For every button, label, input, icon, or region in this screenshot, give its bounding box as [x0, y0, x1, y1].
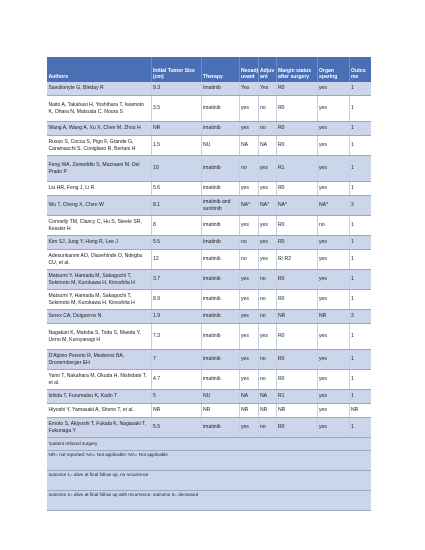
table-container	[47, 57, 371, 511]
cell-therapy: imatinib	[201, 324, 239, 350]
cell-organ-sparing: NR	[317, 310, 349, 324]
cell-neoadjuvant: NA	[239, 390, 258, 404]
table-body	[47, 82, 371, 438]
cell-outcome: 1	[349, 390, 371, 404]
cell-organ-sparing: yes	[317, 122, 349, 136]
cell-organ-sparing: yes	[317, 96, 349, 122]
cell-authors: Matsumi Y, Hamada M, Sakaguchi T, Sekimoto M, Kurokawa H, Kinoshita H	[47, 290, 151, 310]
cell-margin: R/ R2	[276, 250, 317, 270]
column-header-therapy	[201, 57, 239, 82]
cell-outcome: 1	[349, 122, 371, 136]
column-header-text: me	[351, 73, 359, 80]
cell-size: 10	[151, 156, 201, 182]
cell-organ-sparing: yes	[317, 82, 349, 96]
cell-neoadjuvant: no	[239, 236, 258, 250]
table-row	[47, 196, 371, 216]
cell-margin: R0	[276, 216, 317, 236]
cell-size: 3.7	[151, 270, 201, 290]
cell-authors: Wu T, Cheng X, Chen W	[47, 196, 151, 216]
cell-adjuvant: no	[258, 418, 276, 438]
cell-margin: R0	[276, 270, 317, 290]
cell-authors: Hiyoshi Y, Yamasaki A, Shono T, et al.	[47, 404, 151, 418]
cell-therapy: imatinib	[201, 96, 239, 122]
table-row	[47, 404, 371, 418]
cell-therapy: imatinib	[201, 122, 239, 136]
cell-organ-sparing: yes	[317, 418, 349, 438]
column-header-neoadjuvant	[239, 57, 258, 82]
cell-adjuvant: yes	[258, 324, 276, 350]
column-header-text: Organ	[319, 67, 335, 74]
cell-size: 5.5	[151, 418, 201, 438]
cell-outcome: NR	[349, 404, 371, 418]
cell-neoadjuvant: NA*	[239, 196, 258, 216]
cell-size: 7.3	[151, 324, 201, 350]
cell-authors: Wang A, Wang A, Xu X, Chen M, Zhou H	[47, 122, 151, 136]
column-header-text: (cm)	[153, 73, 164, 80]
cell-margin: NR	[276, 310, 317, 324]
cell-neoadjuvant: yes	[239, 182, 258, 196]
cell-margin: R0	[276, 418, 317, 438]
cell-therapy: imatinib	[201, 290, 239, 310]
cell-margin: R0	[276, 324, 317, 350]
table-row	[47, 136, 371, 156]
cell-outcome: 1	[349, 96, 371, 122]
table-row	[47, 324, 371, 350]
cell-size: 5	[151, 390, 201, 404]
cell-adjuvant: yes	[258, 250, 276, 270]
cell-margin: R1	[276, 156, 317, 182]
cell-adjuvant: no	[258, 370, 276, 390]
cell-adjuvant: NA	[258, 390, 276, 404]
cell-therapy: NR	[201, 404, 239, 418]
column-header-size	[151, 57, 201, 82]
cell-therapy: imatinib	[201, 310, 239, 324]
cell-authors: Kim SJ, Jung Y, Hong R, Lee J	[47, 236, 151, 250]
column-header-text: Initial Tumor Size	[153, 67, 195, 74]
cell-adjuvant: NA*	[258, 196, 276, 216]
cell-therapy: imatinib	[201, 370, 239, 390]
cell-adjuvant: NA	[258, 136, 276, 156]
cell-margin: R0	[276, 350, 317, 370]
cell-neoadjuvant: yes	[239, 290, 258, 310]
cell-margin: R0	[276, 82, 317, 96]
column-header-text: Authors	[48, 73, 69, 80]
table-row	[47, 350, 371, 370]
cell-authors: Naito A, Takahasi H, Yoshihara T, Iwamoto K, Ohara N, Matsuda C, Noura S	[47, 96, 151, 122]
column-header-text: sparing	[319, 73, 338, 80]
cell-neoadjuvant: NR	[239, 404, 258, 418]
cell-therapy: imatinib	[201, 270, 239, 290]
cell-neoadjuvant: no	[239, 250, 258, 270]
cell-size: 3.5	[151, 96, 201, 122]
cell-size: 1.5	[151, 136, 201, 156]
cell-organ-sparing: yes	[317, 156, 349, 182]
cell-organ-sparing: yes	[317, 236, 349, 250]
cell-authors: Yano T, Nakahara M, Okuda H, Nishidate T, et al.	[47, 370, 151, 390]
table-row	[47, 250, 371, 270]
cell-authors: Matsumi Y, Hamada M, Sakaguchi T, Sekimoto M, Kurokawa H, Kinoshita H	[47, 270, 151, 290]
cell-adjuvant: yes	[258, 156, 276, 182]
cell-neoadjuvant: yes	[239, 122, 258, 136]
cell-therapy: imatinib	[201, 182, 239, 196]
cell-adjuvant: no	[258, 310, 276, 324]
cell-size: 8	[151, 216, 201, 236]
cell-neoadjuvant: yes	[239, 96, 258, 122]
cell-authors: Connelly TM, Clancy C, Hu S, Steele SR, Kessler H	[47, 216, 151, 236]
table-row	[47, 96, 371, 122]
cell-neoadjuvant: no	[239, 156, 258, 182]
cell-size: NR	[151, 122, 201, 136]
table-note: outcome 1= alive at final follow up, no recurrence	[47, 471, 371, 491]
cell-margin: R0	[276, 96, 317, 122]
table-note: *patient refused surgery	[47, 438, 371, 451]
cell-organ-sparing: yes	[317, 370, 349, 390]
cell-margin: R0	[276, 290, 317, 310]
table-row	[47, 370, 371, 390]
table-row	[47, 310, 371, 324]
cell-margin: R1	[276, 390, 317, 404]
cell-organ-sparing: NA*	[317, 196, 349, 216]
cell-outcome: 1	[349, 236, 371, 250]
cell-adjuvant: no	[258, 122, 276, 136]
cell-therapy: imatinib	[201, 156, 239, 182]
cell-outcome: 1	[349, 290, 371, 310]
cell-organ-sparing: yes	[317, 390, 349, 404]
cell-therapy: Imatinib	[201, 236, 239, 250]
cell-size: 8.9	[151, 290, 201, 310]
cell-authors: Russo S, Cocca S, Pigo F, Grande G, Caramaschi S, Conigliaro R, Bertani H	[47, 136, 151, 156]
cell-outcome: 1	[349, 156, 371, 182]
cell-therapy: NU	[201, 136, 239, 156]
column-header-text: after surgery	[278, 73, 310, 80]
cell-outcome: 1	[349, 270, 371, 290]
cell-organ-sparing: yes	[317, 270, 349, 290]
cell-size: 5.5	[151, 236, 201, 250]
cell-outcome: 1	[349, 418, 371, 438]
cell-adjuvant: no	[258, 290, 276, 310]
cell-organ-sparing: yes	[317, 250, 349, 270]
column-header-authors	[47, 57, 151, 82]
cell-neoadjuvant: yes	[239, 370, 258, 390]
table-row	[47, 418, 371, 438]
cell-organ-sparing: no	[317, 216, 349, 236]
cell-outcome: 3	[349, 310, 371, 324]
column-header-text: Neoadj	[241, 67, 258, 74]
cell-adjuvant: Yes	[258, 82, 276, 96]
cell-size: 7	[151, 350, 201, 370]
cell-neoadjuvant: yes	[239, 418, 258, 438]
cell-organ-sparing: yes	[317, 324, 349, 350]
cell-adjuvant: no	[258, 96, 276, 122]
cell-organ-sparing: yes	[317, 290, 349, 310]
cell-neoadjuvant: Yes	[239, 82, 258, 96]
cell-outcome: 1	[349, 370, 371, 390]
cell-authors: Ishida T, Furumatsu K, Kado T	[47, 390, 151, 404]
cell-outcome: 1	[349, 250, 371, 270]
column-header-text: ant	[260, 73, 268, 80]
table-note: outcome 2= alive at final follow up with recurrence; outcome 3= deceased	[47, 491, 371, 511]
cell-outcome: 1	[349, 350, 371, 370]
cell-size: 1.9	[151, 310, 201, 324]
column-header-adjuvant	[258, 57, 276, 82]
cell-organ-sparing: yes	[317, 404, 349, 418]
cell-therapy: NU	[201, 390, 239, 404]
cell-adjuvant: yes	[258, 216, 276, 236]
column-header-margin	[276, 57, 317, 82]
cell-therapy: imatinib	[201, 350, 239, 370]
cell-authors: Adesunkanmi AO, Olasehinde O, Ndegbu CU, et al.	[47, 250, 151, 270]
cell-size: 12	[151, 250, 201, 270]
cell-authors: Nagakari K, Matoba S, Toda S, Maeda Y, Ueno M, Kuroyanagi H	[47, 324, 151, 350]
cell-margin: R0	[276, 236, 317, 250]
cell-size: NR	[151, 404, 201, 418]
cell-margin: R0	[276, 182, 317, 196]
cell-margin: R0	[276, 370, 317, 390]
cell-margin: NA*	[276, 196, 317, 216]
table-row	[47, 290, 371, 310]
cell-margin: R0	[276, 122, 317, 136]
table-row	[47, 236, 371, 250]
cell-organ-sparing: yes	[317, 136, 349, 156]
cell-neoadjuvant: yes	[239, 310, 258, 324]
cell-neoadjuvant: NA	[239, 136, 258, 156]
cell-adjuvant: yes	[258, 236, 276, 250]
column-header-text: Outco	[351, 67, 366, 74]
cell-adjuvant: NR	[258, 404, 276, 418]
cell-authors: Liu HR, Feng J, Li R	[47, 182, 151, 196]
table-notes	[47, 438, 371, 511]
table-row	[47, 122, 371, 136]
cell-margin: R0	[276, 136, 317, 156]
table-row	[47, 390, 371, 404]
cell-authors: Feng WA, Zeineddin S, Mazraani M, Del Prado P	[47, 156, 151, 182]
table-header-row	[47, 57, 371, 82]
cell-therapy: imatinib	[201, 250, 239, 270]
cell-size: 8.1	[151, 196, 201, 216]
cell-authors: D'Alpino Peixoto R, Medeiros BA, Dronemberger EH	[47, 350, 151, 370]
cell-outcome: 1	[349, 82, 371, 96]
table-row	[47, 82, 371, 96]
column-header-organ-sparing	[317, 57, 349, 82]
cell-outcome: 1	[349, 136, 371, 156]
cell-therapy: Imatinib	[201, 82, 239, 96]
column-header-outcome	[349, 57, 371, 82]
cell-adjuvant: no	[258, 270, 276, 290]
cell-organ-sparing: yes	[317, 350, 349, 370]
cell-neoadjuvant: yes	[239, 324, 258, 350]
cell-size: 9.3	[151, 82, 201, 96]
cell-size: 4.7	[151, 370, 201, 390]
cell-authors: Savulionyte G, Bleday R	[47, 82, 151, 96]
cell-therapy: imatinib and sunitinib	[201, 196, 239, 216]
cell-organ-sparing: yes	[317, 182, 349, 196]
cell-outcome: 3	[349, 196, 371, 216]
cell-authors: Emoto S, Akiyoshi T, Fukata K, Nagasaki T, Fukunaga Y	[47, 418, 151, 438]
table-note: NR= not reported; NA= Not applicable; NA= Not applicable	[47, 451, 371, 471]
cell-outcome: 1	[349, 324, 371, 350]
cell-therapy: imatinib	[201, 216, 239, 236]
cell-margin: NR	[276, 404, 317, 418]
gist-case-table	[47, 57, 371, 438]
column-header-text: uvant	[241, 73, 255, 80]
cell-neoadjuvant: yes	[239, 350, 258, 370]
table-row	[47, 156, 371, 182]
cell-neoadjuvant: yes	[239, 216, 258, 236]
cell-adjuvant: yes	[258, 182, 276, 196]
cell-adjuvant: no	[258, 350, 276, 370]
table-row	[47, 182, 371, 196]
table-row	[47, 216, 371, 236]
cell-size: 5.6	[151, 182, 201, 196]
cell-therapy: imatinib	[201, 418, 239, 438]
cell-neoadjuvant: yes	[239, 270, 258, 290]
cell-authors: Serex CA, Duiguerov N	[47, 310, 151, 324]
cell-outcome: 1	[349, 216, 371, 236]
column-header-text: Margin status	[278, 67, 312, 74]
table-row	[47, 270, 371, 290]
column-header-text: Adjuv	[260, 67, 275, 74]
cell-outcome: 1	[349, 182, 371, 196]
column-header-text: Therapy	[203, 73, 223, 80]
